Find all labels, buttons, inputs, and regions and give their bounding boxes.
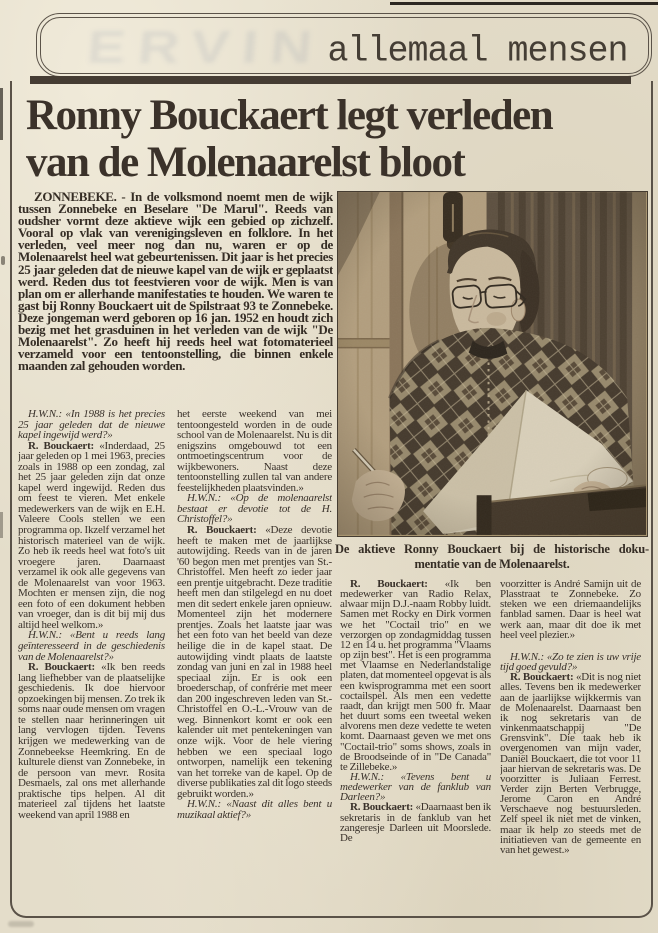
- show-through-text: ERVIN: [84, 20, 327, 73]
- section-title: allemaal mensen: [327, 29, 628, 72]
- speaker-label: R. Bouckaert:: [187, 524, 266, 537]
- speaker-label: R. Bouckaert:: [28, 661, 102, 674]
- ronny-bouckaert-photo: [338, 192, 646, 535]
- scan-artifact: [0, 512, 3, 538]
- interview-question: H.W.N.: «Naast dit alles bent u muzikaal aktief?»: [177, 798, 332, 821]
- interview-question: H.W.N.: «Zo te zien is uw vrije tijd goed gevuld?»: [500, 650, 641, 674]
- article-headline: [26, 92, 638, 186]
- interview-paragraph: R. Bouckaert: «Dit is nog niet alles. Tevens ben ik medewerker aan de jaarlijkse wijkkermis van de Molenaarelst. Daarnaast ben ik nog sekretaris van de vinkenmaatschappij "De Grensvink". Die taak heb ik overgenomen van mijn vader, Daniël Bouckaert, die tot voor 11 jaar hiervan de sekretaris was. De voorzitter is Juliaan Ferrest. Verder zijn Berten Verbrugge, Jerome Caron en André Verschaeve nog bestuursleden. Zelf speel ik niet met de vinken, maar ik help zo steeds met de initiatieven van de gemeente en van het gewest.»: [500, 671, 641, 856]
- photo-caption: [335, 542, 649, 571]
- interview-question: H.W.N.: «In 1988 is het precies 25 jaar geleden dat de nieuwe kapel ingewijd werd?»: [18, 409, 165, 442]
- article-column-1: [18, 409, 165, 915]
- intro-paragraph: ZONNEBEKE. - In de volksmond noemt men de wijk tussen Zonnebeke en Beselare "De Marul". Reeds van oudsher vormt deze aktieve wijk een gebied op zichzelf. Vooral op vlak van verenigingsleven en folklore. In het verleden, veel meer nog dan nu, waren er op de Molenaarelst heel wat gebeurtenissen. Dit jaar is het precies 25 jaar geleden dat de nieuwe kapel van de wijk er geplaatst werd. Reden dus tot feestvieren voor de wijk. Men is van plan om er allerhande manifestaties te houden. We waren te gast bij Ronny Bouckaert uit de Spilstraat 93 te Zonnebeke. Deze jongeman werd geboren op 16 jan. 1952 en houdt zich bezig met het grasduinen in het verleden van de wijk "De Molenaarelst". Zo heeft hij reeds heel wat fotomaterieel verzameld voor een tentoonstelling, die binnen enkele maanden zal gehouden worden.: [18, 191, 333, 374]
- interview-paragraph: voorzitter is André Samijn uit de Plasstraat te Zonnebeke. Zo steken we een driemaandelijks fanblad samen. Daar is heel wat werk aan, maar dit doe ik met heel veel plezier.»: [500, 579, 641, 641]
- photo-caption-line-2: mentatie van de Molenaarelst.: [414, 556, 570, 571]
- interview-paragraph: R. Bouckaert: «Ik ben medewerker van Radio Relax, alwaar mijn D.J.-naam Robby luidt. Samen met Rocky en Dirk vormen we het "Coctail trio" en we verzorgen op zondagmiddag tussen 12 en 14 u. het programma "Vlaams op zijn best". Het is een programma met Vlaamse en Nederlandstalige platen, dat momenteel opgevat is als een kwisprogramma met een soort coctailspel. Als men een vedette raadt, dan krijgt men 500 fr. Maar het duurt soms een tweetal weken alvorens men deze vedette te weten komt. Daarnaast geven we met ons "Coctail-trio" soms shows, zoals in de Broodseinde of in "De Canada" te Zillebeke.»: [340, 579, 491, 773]
- photo-caption-line-1: De aktieve Ronny Bouckaert bij de historische doku-: [335, 542, 649, 556]
- top-rule: [390, 2, 658, 5]
- interview-question: H.W.N.: «Op de molenaarelst bestaat er devotie tot de H. Christoffel?»: [177, 492, 332, 526]
- interview-paragraph: R. Bouckaert: «Inderdaad, 25 jaar geleden op 1 mei 1963, precies zoals in 1988 op een zondag, zal het 25 jaar geleden zijn dat onze kapel werd ingewijd. Reden dus om feest te vieren. Met enkele medewerkers van de wijk en E.H. Valeere Cools stellen we een programma op. Ikzelf verzamel het historisch materieel van de wijk. Zo heb ik reeds heel wat foto's uit vroegere jaren. Daarnaast verzamel ik ook alle gegevens van de Molenaarelst van voor 1963. Mochten er mensen zijn, die nog een foto of een dokument hebben van vroeger, dan is dit bij mij dus altijd heel welkom.»: [18, 439, 165, 631]
- speaker-label: R. Bouckaert:: [28, 439, 100, 452]
- article-photo: [337, 191, 648, 537]
- headline-line-2: van de Molenaarelst bloot: [26, 139, 465, 186]
- masthead-box: [36, 13, 652, 77]
- interview-paragraph: R. Bouckaert: «Ik ben reeds lang liefhebber van de plaatselijke geschiedenis. Ik doe hiervoor opzoekingen bij mensen. Zo trek ik soms naar oude mensen om vragen te stellen naar herinneringen uit lang vervlogen tijden. Tevens krijgen we medewerking van de Zonnebeekse Heemkring. En de kulturele dienst van Zonnebeke, in de persoon van mevr. Rosita Desmaels, zal ons met allerhande praktische tips helpen. Al dit materieel zal tijdens het laatste weekend van april 1988 en: [18, 661, 165, 821]
- speaker-label: R. Bouckaert:: [350, 801, 416, 814]
- interview-paragraph: R. Bouckaert: «Deze devotie heeft te maken met de jaarlijkse autowijding. Reeds van in de jaren '60 begon men met prentjes van St.-Christoffel. Men heeft zo ieder jaar een prentje uitgebracht. Deze traditie heeft men dan stilgelegd en nu doet men dit sedert enkele jaren opnieuw. Momenteel zijn het modernere prentjes. Zoals het laatste jaar was het een foto van het beeld van deze heilige die in de kapel staat. De autowijding vindt plaats de laatste zondag van juni en zal in 1988 heel speciaal zijn. Er is ook een broederschap, of confrérie met meer dan 200 ingeschreven leden van St.-Christoffel en O.-L.-Vrouw van de weg. Binnenkort komt er ook een kalender uit met pentekeningen van onze wijk. Voor de hele viering hebben we een speciaal logo ontworpen, namelijk een tekening van het torreke van de kapel. Op de diverse publikaties zal dit logo steeds gebruikt worden.»: [177, 524, 332, 800]
- interview-question: H.W.N.: «Tevens bent u medewerker van de fanklub van Darleen?»: [340, 770, 491, 804]
- interview-question: H.W.N.: «Bent u reeds lang geïnteresseerd in de geschiedenis van de Molenaarelst?»: [18, 629, 165, 663]
- scan-artifact: [1, 256, 5, 265]
- interview-paragraph: R. Bouckaert: «Daarnaast ben ik sekretaris in de fanklub van het zangeresje Darleen uit Moorslede. De: [340, 801, 491, 844]
- masthead-inner-border: [40, 17, 649, 74]
- speaker-label: R. Bouckaert:: [510, 671, 576, 684]
- article-column-4: [500, 579, 641, 915]
- article-column-2: [177, 409, 332, 915]
- article-column-3: [340, 579, 491, 915]
- headline-line-1: Ronny Bouckaert legt verleden: [26, 92, 553, 139]
- scan-artifact: [8, 921, 34, 927]
- speaker-label: R. Bouckaert:: [350, 579, 445, 590]
- scan-artifact: [0, 88, 3, 140]
- article-intro: [18, 191, 333, 407]
- interview-paragraph: het eerste weekend van mei tentoongesteld worden in de oude school van de Molenaarelst. Nu is dit enigszins omgebouwd tot een ontmoetingscentrum voor de wijkbewoners. Naast deze tentoonstelling zullen tal van andere feestelijkheden plaatsvinden.»: [177, 409, 332, 494]
